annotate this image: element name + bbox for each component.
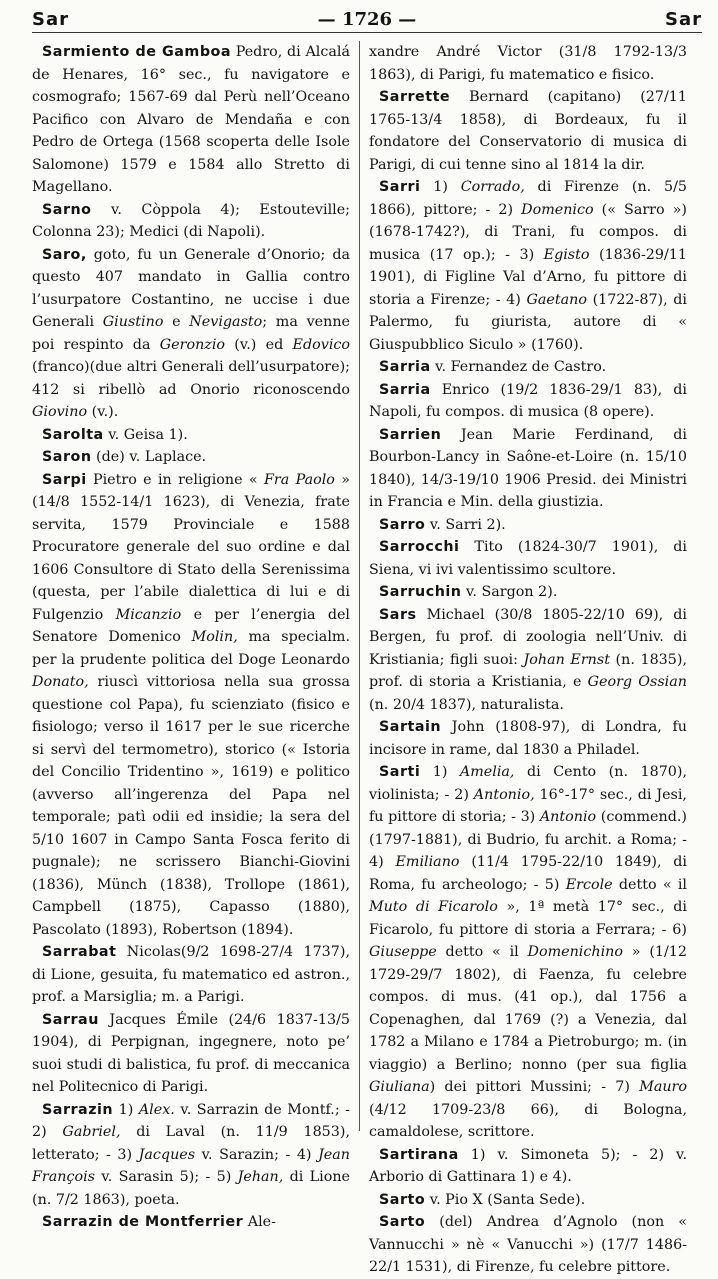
entry-text: e (163, 314, 190, 330)
entry-italic-text: Domenichino (527, 944, 623, 960)
entry-text: v. Geisa 1). (103, 426, 188, 443)
entry-text: Jean Marie Ferdinand, di Bourbon-Lancy in Saône-et-Loire (n. 15/10 1840), 14/3-19/10 1906 Presid. dei Ministri in Francia e Min. della giustizia. (369, 426, 687, 510)
entry-italic-text: Micanzio (115, 606, 182, 623)
dictionary-entry (32, 1099, 350, 1212)
entry-text: 16°-17° sec., di Jesi, fu pittore di storia; - 3) (369, 786, 687, 825)
dictionary-entry (369, 716, 687, 761)
entry-italic-text: Domenico (521, 201, 594, 218)
dictionary-entry (32, 1009, 350, 1099)
dictionary-entry (32, 199, 350, 244)
entry-headword: Sartirana (379, 1146, 459, 1163)
entry-text: Michael (30/8 1805-22/10 69), di Bergen, fu prof. di zoologia nell’Univ. di Kristiania; figli suoi: (369, 606, 687, 668)
dictionary-entry (369, 379, 687, 424)
entry-italic-text: Antonio, (473, 786, 535, 803)
entry-headword: Saro, (42, 246, 87, 263)
dictionary-entry (32, 1211, 350, 1234)
entry-headword: Saron (42, 449, 92, 465)
entry-text: detto « il (612, 876, 687, 893)
entry-italic-text: Georg Ossian (587, 674, 687, 690)
page-number: — 1726 — (317, 8, 417, 30)
entry-text: (1836-29/11 1901), di Figline Val d’Arno, fu pittore di storia a Firenze; - 4) (369, 246, 687, 308)
entry-text: » (1/12 1729-29/7 1802), di Faenza, fu celebre compos. di mus. (41 op.), dal 1756 a Copenaghen, dal 1769 (?) a Venezia, dal 1782 a Milano e 1784 a Pietroburgo; m. (in viaggio) a Berlino; nonno (per sua figlia (369, 944, 687, 1073)
dictionary-entry (369, 41, 687, 86)
entry-text: di Cento (n. 1870), violinista; - 2) (369, 764, 688, 803)
entry-headword: Sartain (379, 719, 442, 735)
entry-text: ) dei pittori Mussini; - 7) (429, 1079, 640, 1095)
entry-text: », 1ª metà 17° sec., di Ficarolo, fu pittore di storia a Ferrara; - 6) (369, 899, 687, 938)
entry-text: (« Sarro ») (1678-1742?), di Trani, fu compos. di musica (17 op.); - 3) (369, 201, 687, 263)
entry-headword: Sarto (379, 1191, 426, 1208)
entry-headword: Sarmiento de Gamboa (42, 44, 232, 60)
entry-headword: Sarto (379, 1214, 426, 1230)
dictionary-entry (32, 469, 350, 942)
entry-text: Tito (1824-30/7 1901), di Siena, vi ivi valentissimo scultore. (369, 539, 687, 578)
entry-text: di Firenze (n. 5/5 1866), pittore; - 2) (369, 179, 687, 218)
entry-text: (n. 20/4 1837), naturalista. (369, 696, 564, 713)
header-left-keyword: Sar (32, 8, 69, 30)
entry-text: (n. 1835), prof. di storia a Kristiania, e (369, 651, 687, 690)
entry-italic-text: Nevigasto (189, 314, 263, 330)
entry-text: goto, fu un Generale d’Onorio; da questo 407 mandato in Gallia contro l’usurpatore Costantino, ne uccise i due Generali (32, 246, 350, 330)
entry-headword: Sarria (379, 381, 431, 398)
dictionary-entry (369, 536, 687, 581)
dictionary-entry (369, 1189, 687, 1212)
entry-text: Pedro, di Alcalá de Henares, 16° sec., fu navigatore e cosmografo; 1567-69 dal Perù nell’Oceano Pacifico con Alvaro de Mendaña e con Pedro de Ortega (1568 scoperta delle Isole Salomone) 1579 e 1584 allo Stretto di Magellano. (32, 44, 350, 195)
dictionary-entry (32, 41, 350, 199)
dictionary-entry (32, 244, 350, 424)
entry-text: riuscì vittoriosa nella sua grossa questione col Papa), fu scienziato (fisico e fisiologo; verso il 1617 per le sue ricerche si servì del termometro), storico (« Istoria del Concilio Tridentino », 1619) e politico (avverso all’ingerenza del Papa nel temporale; patì odii ed insidie; la sera del 5/10 1607 in Campo Santa Fosca ferito di pugnale); ne scrissero Bianchi-Giovini (1836), Münch (1838), Trollope (1861), Campbell (1875), Capasso (1880), Pascolato (1893), Robertson (1894). (32, 674, 350, 938)
header-right-keyword: Sar (664, 8, 702, 30)
entry-text: ma specialm. per la prudente politica del Doge Leonardo (32, 629, 350, 668)
entry-italic-text: Jacques (138, 1146, 196, 1163)
entry-text: 1) (420, 179, 461, 195)
entry-headword: Sarolta (42, 426, 104, 443)
entry-text: xandre André Victor (31/8 1792-13/3 1863), di Parigi, fu matematico e fisico. (369, 44, 687, 83)
entry-text: (v.). (87, 404, 119, 420)
entry-italic-text: Ercole (565, 876, 613, 893)
entry-text: detto « il (436, 944, 528, 960)
entry-headword: Sarrocchi (379, 539, 460, 555)
entry-text: Jacques Émile (24/6 1837-13/5 1904), di Perpignan, ingegnere, noto pe’ suoi studi di balistica, fu prof. di meccanica nel Politecnico di Parigi. (32, 1011, 350, 1095)
entry-text: e per l’energia del Senatore Domenico (32, 606, 351, 645)
right-column (369, 41, 688, 1275)
entry-text: di Laval (n. 11/9 1853), letterato; - 3) (32, 1124, 350, 1163)
entry-italic-text: Amelia, (459, 764, 515, 780)
entry-headword: Sarrette (379, 89, 451, 105)
entry-italic-text: Antonio (539, 809, 597, 825)
entry-headword: Sarrau (42, 1011, 99, 1028)
entry-headword: Sarro (379, 516, 426, 533)
entry-text: v. Fernandez de Castro. (430, 359, 607, 375)
dictionary-entry (369, 356, 687, 379)
entry-italic-text: Muto di Ficarolo (369, 899, 498, 915)
entry-text: (commend.) (1797-1881), di Budrio, fu archit. a Roma; - 4) (369, 809, 687, 870)
left-column (32, 41, 351, 1230)
entry-text: 1) v. Simoneta 5); - 2) v. Arborio di Gattinara 1) e 4). (369, 1146, 687, 1185)
entry-italic-text: Giuseppe (369, 944, 437, 960)
entry-headword: Sarrazin de Montferrier (42, 1214, 244, 1230)
entry-text: v. Sarrazin de Montf.; - 2) (32, 1101, 351, 1140)
entry-text: » (14/8 1552-14/1 1623), di Venezia, frate servita, 1579 Provinciale e 1588 Procuratore generale del suo ordine e dal 1606 Consultore di Stato della Serenissima (questa, per l’abile dialettica di lui e di Fulgenzio (32, 471, 350, 623)
entry-headword: Sarri (379, 179, 421, 195)
column-divider (359, 41, 360, 1131)
entry-headword: Sarrabat (42, 944, 117, 960)
entry-italic-text: Corrado, (460, 179, 525, 195)
entry-italic-text: Geronzio (159, 336, 226, 353)
entry-text: v. Sargon 2). (461, 584, 558, 600)
dictionary-entry (369, 176, 687, 356)
text-columns (32, 41, 702, 1275)
entry-text: v. Sarasin 5); - 5) (95, 1169, 238, 1185)
dictionary-entry (369, 1144, 687, 1189)
dictionary-entry (32, 941, 350, 1009)
entry-italic-text: Gaetano (526, 291, 587, 308)
entry-headword: Sarti (379, 764, 421, 780)
entry-italic-text: Jehan, (237, 1169, 284, 1185)
entry-italic-text: Egisto (543, 246, 590, 263)
dictionary-entry (369, 1211, 687, 1279)
dictionary-entry (369, 86, 687, 176)
entry-italic-text: Jean François (32, 1146, 350, 1185)
entry-text: di Lione (n. 7/2 1863), poeta. (32, 1169, 351, 1208)
entry-italic-text: Gabriel, (62, 1124, 121, 1140)
entry-text: (franco)(due altri Generali dell’usurpatore); 412 si ribellò ad Onorio riconoscendo (32, 359, 350, 398)
dictionary-entry (369, 514, 687, 537)
entry-italic-text: Giovino (32, 404, 88, 420)
entry-text: v. Sarri 2). (425, 516, 506, 533)
entry-text: (v.) ed (225, 336, 293, 353)
entry-headword: Sarrazin (42, 1101, 114, 1118)
entry-headword: Sarpi (42, 471, 87, 488)
entry-italic-text: Emiliano (395, 854, 460, 870)
entry-italic-text: Giuliana (369, 1079, 430, 1095)
entry-text: Pietro e in religione « (86, 471, 264, 488)
entry-headword: Sars (379, 606, 417, 623)
entry-italic-text: Edovico (292, 336, 351, 353)
entry-text: Nicolas(9/2 1698-27/4 1737), di Lione, gesuita, fu matematico ed astron., prof. a Marsiglia; m. a Parigi. (32, 944, 350, 1005)
entry-headword: Sarno (42, 201, 92, 218)
entry-text: Ale- (243, 1214, 276, 1230)
entry-italic-text: Johan Ernst (523, 651, 610, 668)
entry-headword: Sarria (379, 359, 431, 375)
entry-italic-text: Giustino (102, 314, 164, 330)
entry-headword: Sarrien (379, 426, 442, 443)
page-header (32, 6, 702, 33)
entry-text: (4/12 1709-23/8 66), di Bologna, camaldolese, scrittore. (369, 1101, 687, 1140)
entry-text: John (1808-97), di Londra, fu incisore in rame, dal 1830 a Philadel. (369, 719, 687, 758)
entry-text: 1) (420, 764, 460, 780)
entry-text: ; ma venne poi respinto da (32, 314, 350, 353)
dictionary-entry (369, 424, 687, 514)
entry-text: v. Pio X (Santa Sede). (425, 1191, 586, 1208)
entry-text: 1) (113, 1101, 139, 1118)
dictionary-entry (369, 761, 687, 1144)
entry-italic-text: Donato, (32, 674, 89, 690)
entry-headword: Sarruchin (379, 584, 462, 600)
entry-italic-text: Molin, (191, 629, 238, 645)
entry-italic-text: Fra Paolo (263, 471, 335, 488)
dictionary-entry (369, 581, 687, 604)
entry-text: (del) Andrea d’Agnolo (non « Vannucchi » nè « Vanucchi ») (17/7 1486-22/1 1531), di Firenze, fu celebre pittore. (369, 1214, 687, 1275)
entry-italic-text: Alex. (138, 1101, 175, 1118)
entry-text: (11/4 1795-22/10 1849), di Roma, fu archeologo; - 5) (369, 854, 688, 893)
entry-text: (de) v. Laplace. (91, 449, 207, 465)
entry-text: v. Còppola 4); Estouteville; Colonna 23); Medici (di Napoli). (32, 201, 350, 240)
entry-text: v. Sarazin; - 4) (195, 1146, 319, 1163)
entry-text: Bernard (capitano) (27/11 1765-13/4 1858), di Bordeaux, fu il fondatore del Conservatorio di musica di Parigi, di cui tenne sino al 1814 la dir. (369, 89, 687, 173)
dictionary-entry (32, 446, 350, 469)
entry-text: (1722-87), di Palermo, fu giurista, autore di « Giuspubblico Siculo » (1760). (369, 291, 688, 353)
entry-text: Enrico (19/2 1836-29/1 83), di Napoli, fu compos. di musica (8 opere). (369, 381, 687, 420)
entry-italic-text: Mauro (639, 1079, 687, 1095)
dictionary-entry (369, 604, 687, 717)
dictionary-entry (32, 424, 350, 447)
